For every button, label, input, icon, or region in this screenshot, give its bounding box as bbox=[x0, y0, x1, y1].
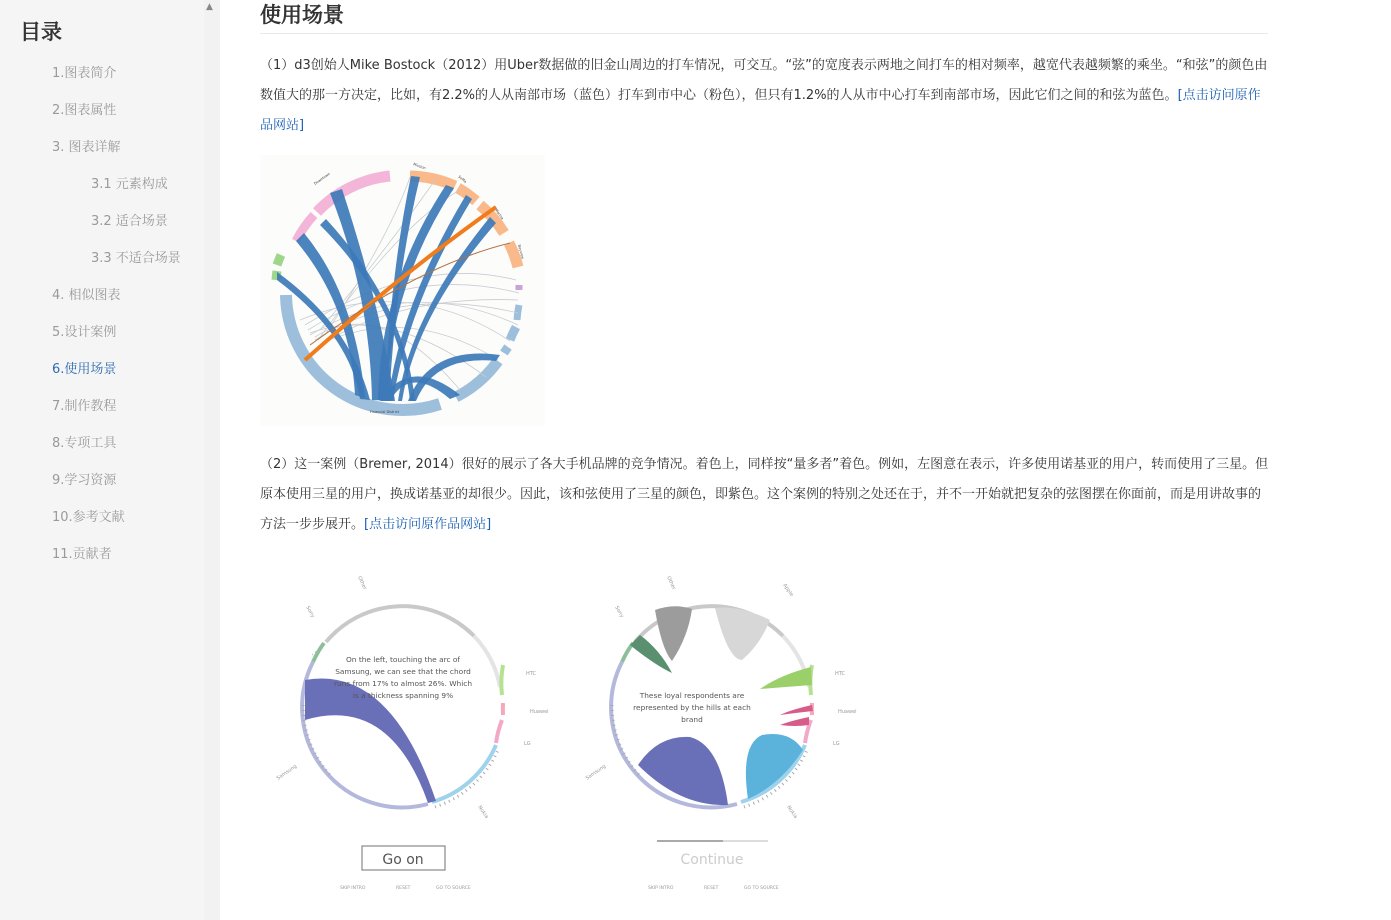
toc-item-tools[interactable]: 8.专项工具 bbox=[52, 436, 117, 451]
source-link-phones[interactable]: [点击访问原作品网站] bbox=[364, 517, 492, 532]
right-label-huawei: Huawei bbox=[838, 709, 857, 715]
scroll-up-arrow-icon[interactable]: ▲ bbox=[206, 2, 213, 12]
paragraph-uber-text: （1）d3创始人Mike Bostock（2012）用Uber数据做的旧金山周边的打车情况，可交互。“弦”的宽度表示两地之间打车的相对频率，越宽代表越频繁的乘坐。“和弦”的颜色由数值大的那一方决定，比如，有2.2%的人从南部市场（蓝色）打车到市中心（粉色），但只有1.2%的人从市中心打车到南部市场，因此它们之间的和弦为蓝色。 bbox=[260, 58, 1268, 103]
left-arc-sony bbox=[313, 643, 324, 662]
left-chord-diagram bbox=[302, 606, 503, 807]
uber-arc-green bbox=[277, 255, 281, 265]
left-caption-line-2: Samsung, we can see that the chord bbox=[335, 667, 471, 676]
right-label-sony: Sony bbox=[613, 605, 625, 619]
toc-item-properties[interactable]: 2.图表属性 bbox=[52, 103, 117, 118]
left-footer-links bbox=[340, 885, 471, 891]
right-reset-link[interactable]: RESET bbox=[704, 886, 719, 891]
left-arc-other bbox=[326, 606, 474, 642]
toc-item-design-cases[interactable]: 5.设计案例 bbox=[52, 325, 117, 340]
svg-text:Mission: Mission bbox=[412, 162, 427, 171]
phone-brands-svg bbox=[260, 555, 880, 900]
svg-text:Financial District: Financial District bbox=[370, 410, 400, 414]
uber-chord-svg bbox=[260, 155, 545, 426]
toc-item-intro[interactable]: 1.图表简介 bbox=[52, 66, 117, 81]
right-hill-lg bbox=[780, 717, 809, 726]
uber-arc-lightblue-4 bbox=[456, 361, 498, 397]
svg-text:Downtown: Downtown bbox=[313, 171, 331, 186]
uber-arc-lightblue-3 bbox=[504, 347, 508, 353]
go-on-button[interactable]: Go on bbox=[382, 852, 424, 868]
right-label-other: Other bbox=[665, 575, 677, 591]
paragraph-uber bbox=[260, 51, 1270, 141]
left-label-samsung: Samsung bbox=[275, 763, 299, 782]
right-label-samsung: Samsung bbox=[584, 763, 608, 782]
left-caption-line-3: runs from 17% to almost 26%. Which bbox=[333, 679, 473, 688]
paragraph-phones bbox=[260, 450, 1270, 540]
right-caption bbox=[633, 691, 751, 724]
left-label-huawei: Huawei bbox=[530, 709, 549, 715]
toc-item-unsuitable[interactable]: 3.3 不适合场景 bbox=[91, 251, 181, 266]
right-skip-intro-link[interactable]: SKIP INTRO bbox=[648, 886, 674, 891]
left-skip-intro-link[interactable]: SKIP INTRO bbox=[340, 886, 366, 891]
source-link-uber[interactable]: [点击访问原作品网站] bbox=[260, 88, 1261, 133]
right-hill-samsung bbox=[638, 737, 728, 805]
section-title: 使用场景 bbox=[260, 3, 344, 27]
uber-arc-pink bbox=[317, 176, 390, 212]
toc-item-elements[interactable]: 3.1 元素构成 bbox=[91, 177, 168, 192]
left-label-other: Other bbox=[356, 575, 368, 591]
toc-item-similar[interactable]: 4. 相似图表 bbox=[52, 288, 121, 303]
toc-sidebar bbox=[0, 0, 204, 920]
continue-button[interactable]: Continue bbox=[680, 852, 744, 868]
right-label-nokia: Nokia bbox=[785, 804, 799, 820]
toc-item-contributors[interactable]: 11.贡献者 bbox=[52, 547, 112, 562]
left-arc-nokia bbox=[432, 745, 496, 802]
phone-brands-chord-image bbox=[260, 555, 880, 900]
left-arc-apple bbox=[474, 636, 500, 687]
right-hill-huawei bbox=[780, 705, 813, 715]
toc-item-resources[interactable]: 9.学习资源 bbox=[52, 473, 117, 488]
paragraph-phones-text: （2）这一案例（Bremer, 2014）很好的展示了各大手机品牌的竞争情况。着色上，同样按“量多者”着色。例如，左图意在表示，许多使用诺基亚的用户，转而使用了三星。但原本使用三星的用户，换成诺基亚的却很少。因此，该和弦使用了三星的颜色，即紫色。这个案例的特别之处还在于，并不一开始就把复杂的弦图摆在你面前，而是用讲故事的方法一步步展开。 bbox=[260, 457, 1269, 532]
left-label-nokia: Nokia bbox=[476, 804, 490, 820]
uber-arc-green-2 bbox=[276, 271, 277, 280]
right-label-apple: Apple bbox=[781, 582, 795, 598]
right-label-lg: LG bbox=[833, 741, 840, 747]
title-divider bbox=[260, 33, 1268, 34]
right-footer-links bbox=[648, 885, 779, 891]
right-label-htc: HTC bbox=[835, 671, 846, 677]
toc-item-tutorial[interactable]: 7.制作教程 bbox=[52, 399, 117, 414]
right-caption-line-2: represented by the hills at each bbox=[633, 703, 751, 712]
left-arc-htc bbox=[501, 665, 503, 695]
right-caption-line-3: brand bbox=[681, 715, 703, 724]
left-label-sony: Sony bbox=[304, 605, 316, 619]
uber-arc-lightblue-2 bbox=[510, 327, 516, 340]
left-caption bbox=[334, 655, 472, 700]
left-go-to-source-link[interactable]: GO TO SOURCE bbox=[436, 886, 471, 891]
left-caption-line-4: is a thickness spanning 9% bbox=[352, 691, 454, 700]
right-go-to-source-link[interactable]: GO TO SOURCE bbox=[744, 886, 779, 891]
svg-text:Bayview: Bayview bbox=[517, 244, 525, 260]
right-hill-htc bbox=[760, 667, 812, 689]
right-caption-line-1: These loyal respondents are bbox=[639, 691, 745, 700]
right-hill-apple bbox=[715, 608, 770, 661]
continue-progress-fill bbox=[657, 840, 723, 842]
right-hill-other bbox=[655, 606, 692, 661]
toc-item-details[interactable]: 3. 图表详解 bbox=[52, 140, 121, 155]
left-label-htc: HTC bbox=[526, 671, 537, 677]
toc-item-references[interactable]: 10.参考文献 bbox=[52, 510, 125, 525]
toc-item-use-cases[interactable]: 6.使用场景 bbox=[52, 362, 117, 377]
uber-arc-orange-4 bbox=[509, 243, 518, 267]
left-label-lg: LG bbox=[524, 741, 531, 747]
sidebar-scrollbar[interactable] bbox=[204, 0, 220, 920]
left-reset-link[interactable]: RESET bbox=[396, 886, 411, 891]
svg-text:Marina: Marina bbox=[494, 208, 505, 221]
left-caption-line-1: On the left, touching the arc of bbox=[345, 655, 461, 664]
uber-chord-diagram-image bbox=[260, 155, 545, 426]
svg-text:SoMa: SoMa bbox=[457, 174, 468, 184]
toc-item-suitable[interactable]: 3.2 适合场景 bbox=[91, 214, 168, 229]
toc-title: 目录 bbox=[20, 20, 62, 44]
left-arc-lg bbox=[496, 720, 502, 743]
